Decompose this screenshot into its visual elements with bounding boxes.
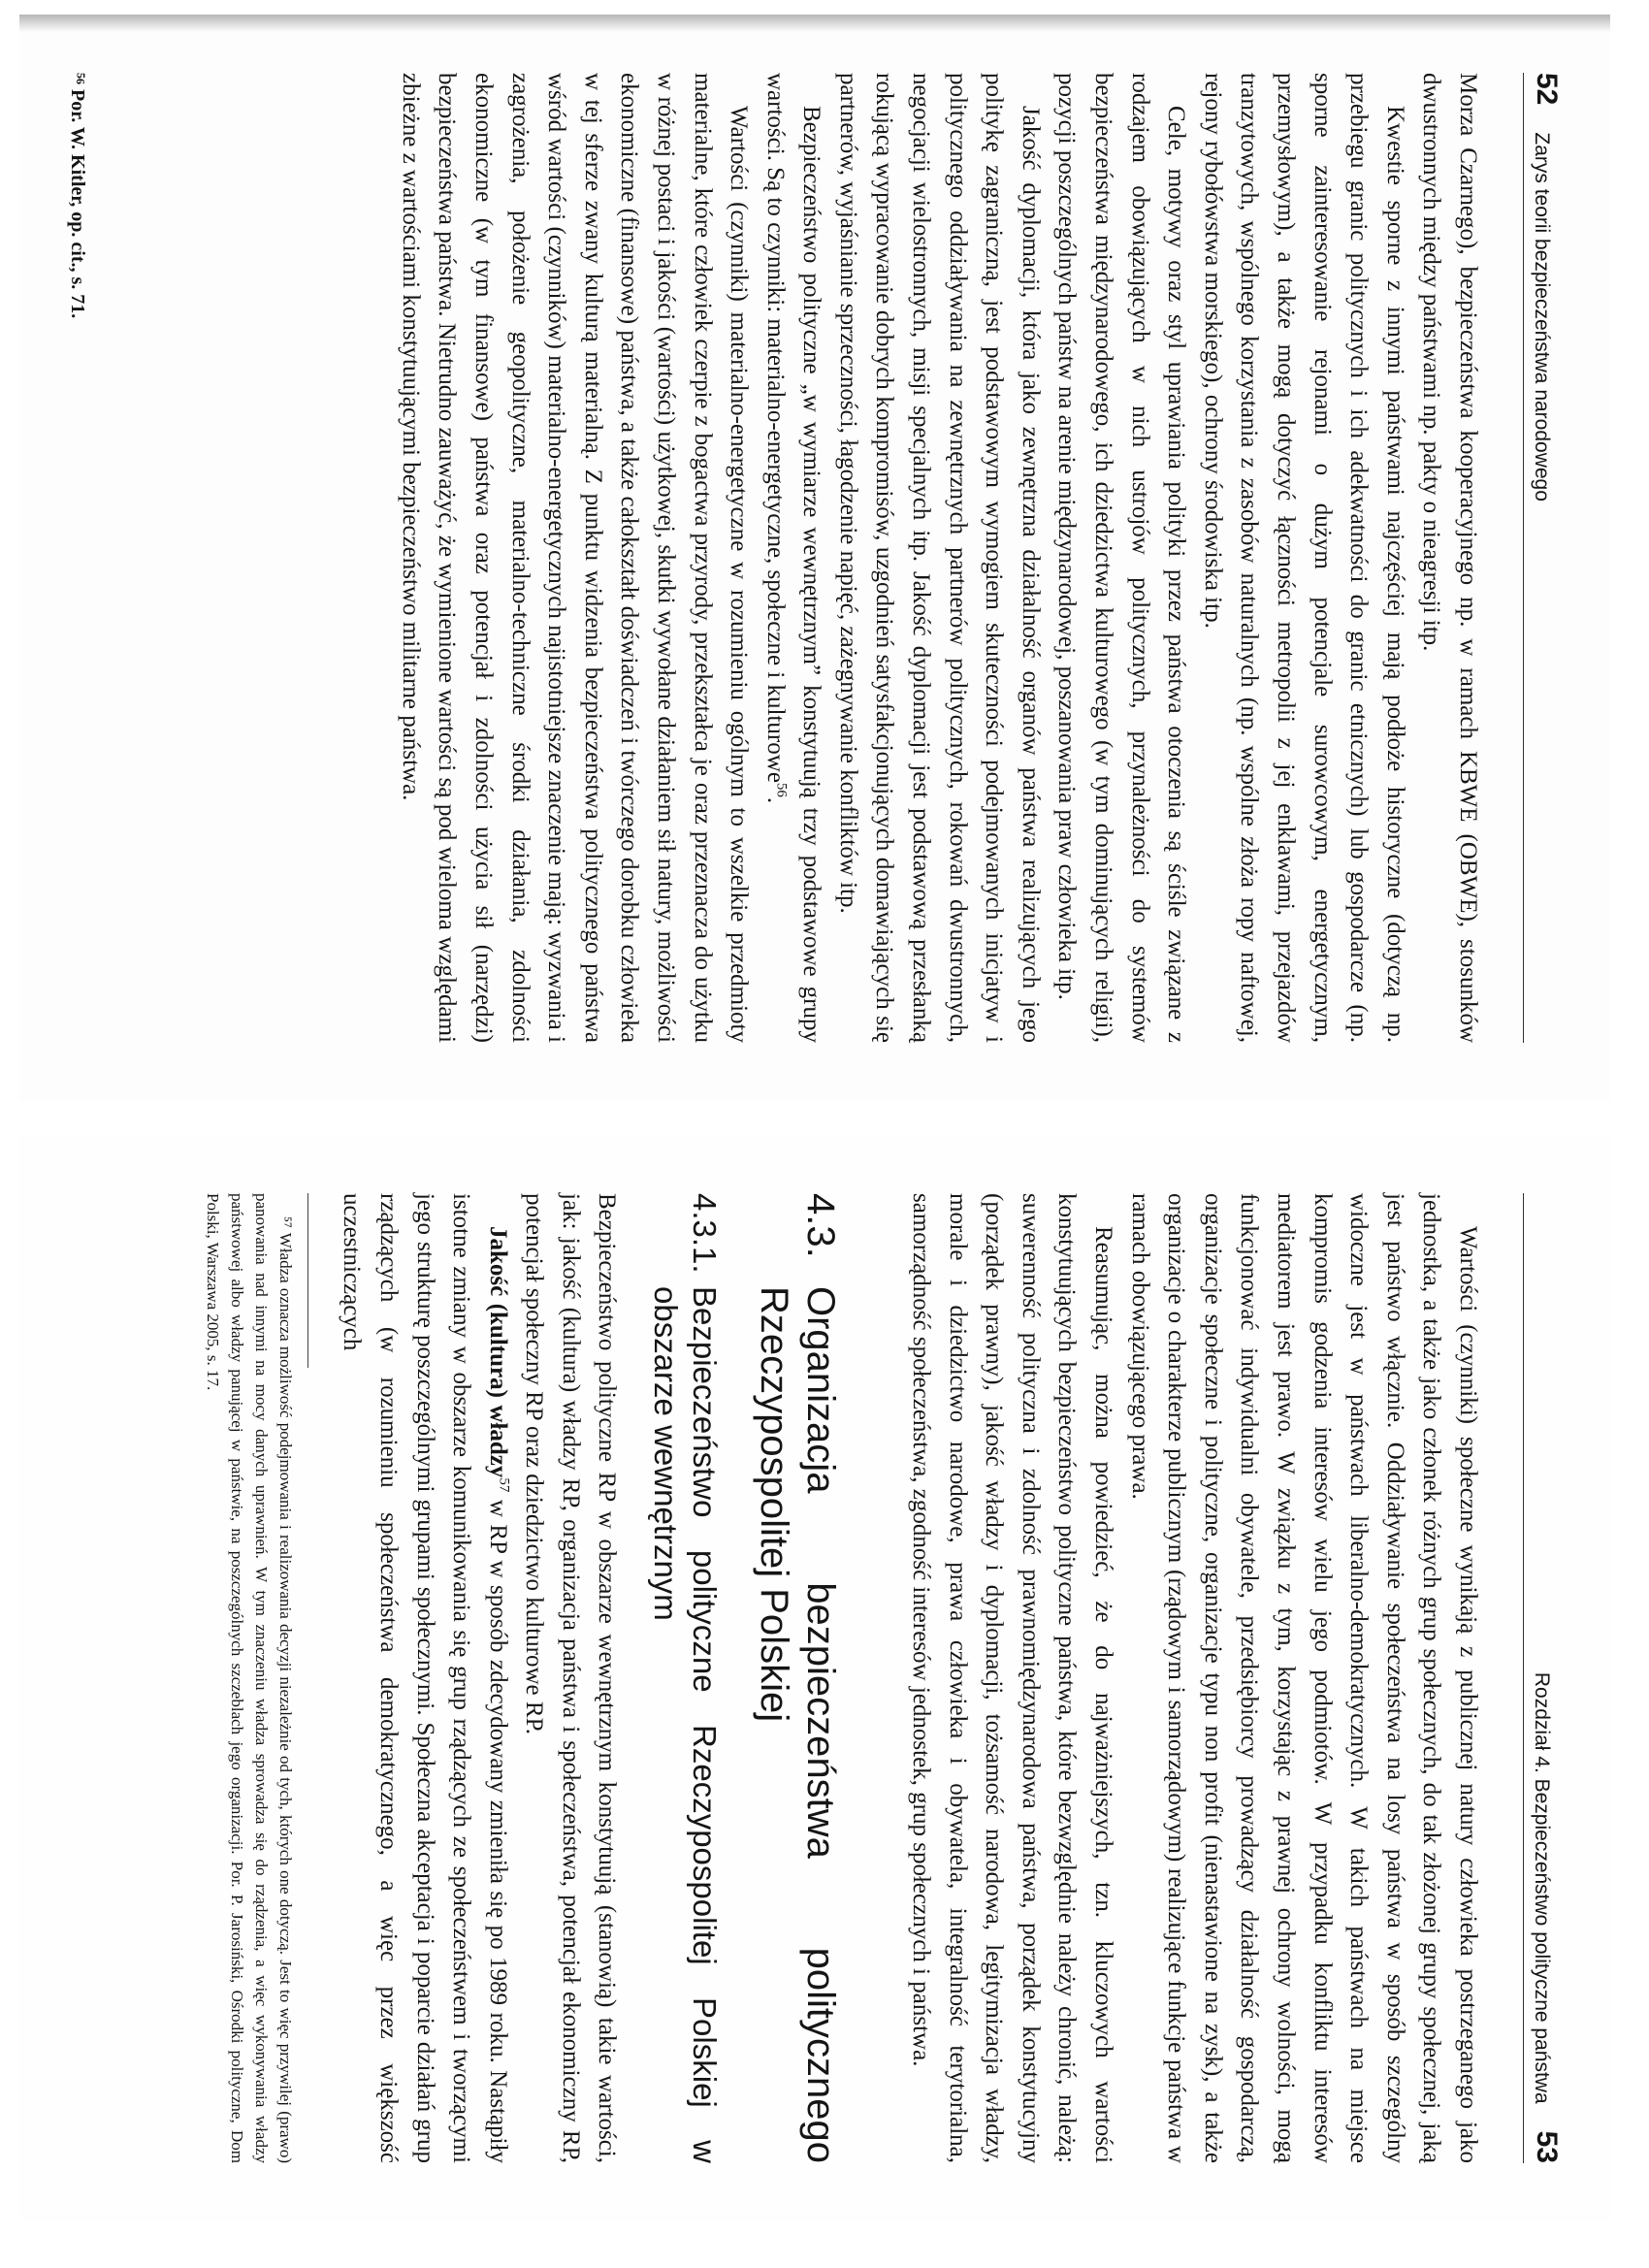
paragraph: Morza Czarnego), bezpieczeństwa kooperacyjnego np. w ramach KBWE (OBWE), stosunków dwustronnych między państwami np. pakty o nieagresji itp.	[1418, 73, 1481, 1043]
subsection-title: Bezpieczeństwo polityczne Rzeczypospolitej Polskiej w obszarze wewnętrznym	[648, 1286, 724, 2163]
running-title: Zarys teorii bezpieczeństwa narodowego	[1531, 132, 1553, 502]
paragraph	[334, 1193, 516, 2163]
bold-term: Jakość (kultura) władzy	[484, 1226, 511, 1478]
page-number: 52	[1531, 73, 1563, 106]
page-52	[19, 15, 1610, 1101]
paragraph-text: Bezpieczeństwo polityczne „w wymiarze wewnętrznym” konstytuują trzy podstawowe grupy wartości. Są to czynniki: materialno-energetyczne, społeczne i kulturowe	[761, 73, 825, 1043]
paragraph: Bezpieczeństwo polityczne RP w obszarze wewnętrznym konstytuują (stanowią) takie wartości, jak: jakość (kultura) władzy RP, organizacja państwa i społeczeństwa, potencjał ekonomiczny RP, potencjał społeczny RP oraz dziedzictwo kulturowe RP.	[521, 1193, 621, 2163]
running-header-right	[1523, 1193, 1571, 2163]
paragraph: Jakość dyplomacji, która jako zewnętrzna działalność organów państwa realizujących jego politykę zagraniczną, jest podstawowym wymogiem skuteczności podejmowanych inicjatyw i politycznego oddziaływania na zewnętrznych partnerów politycznych, rokowań dwustronnych, negocjacji wielostronnych, misji specjalnych itp. Jakość dyplomacji jest podstawową przesłanką rokującą wypracowanie dobrych kompromisów, uzgodnień satysfakcjonujących domawiających się partnerów, wyjaśnianie sprzeczności, łagodzenie napięć, zażegnywanie konfliktów itp.	[834, 73, 1044, 1043]
binding-shadow	[19, 15, 1610, 32]
footnote-divider	[307, 1193, 308, 1368]
running-title: Rozdział 4. Bezpieczeństwo polityczne państwa	[1531, 1671, 1553, 2104]
section-title: Organizacja bezpieczeństwa politycznego Rzeczypospolitej Polskiej	[753, 1286, 843, 2163]
subsection-number: 4.3.1.	[687, 1193, 724, 1274]
footnote: ⁵⁶ Por. W. Kitler, op. cit., s. 71.	[67, 73, 88, 319]
paragraph: Bezpieczeństwo polityczne „w wymiarze wewnętrznym” konstytuują trzy podstawowe grupy wartości. Są to czynniki: materialno-energetyczne, społeczne i kulturowe$^{56}$.	[761, 73, 825, 1043]
footnote-ref: 56	[773, 782, 790, 797]
paragraph: Wartości (czynniki) społeczne wynikają z publicznej natury człowieka postrzeganego jako jednostka, a także jako członek różnych grup społecznych, do tak złożonej grupy społecznej, jaką jest państwo włącznie. Oddziaływanie społeczeństwa na losy państwa w sposób szczególny widoczne jest w państwach liberalno-demokratycznych. W takich państwach na miejsce kompromis godzenia interesów wielu jego podmiotów. W przypadku konfliktu interesów mediatorem jest prawo. W związku z tym, korzystając z prawnej ochrony wolności, mogą funkcjonować indywidualni obywatele, przedsiębiorcy prowadzący działalność gospodarczą, organizacje społeczne i polityczne, organizacje typu non profit (nienastawione na zysk), a także organizacje o charakterze publicznym (rządowym i samorządowym) realizujące funkcje państwa w ramach obowiązującego prawa.	[1126, 1193, 1481, 2163]
paragraph: Kwestie sporne z innymi państwami najczęściej mają podłoże historyczne (dotyczą np. przebiegu granic politycznych i ich adekwatności do granic etnicznych) lub gospodarcze (np. sporne zainteresowanie rejonami o dużym potencjale surowcowym, energetycznym, przemysłowym), a także mogą dotyczyć łączności metropolii z jej enklawami, przejazdów tranzytowych, wspólnego korzystania z zasobów naturalnych (np. wspólne złoża ropy naftowej, rejony rybołówstwa morskiego), ochrony środowiska itp.	[1199, 73, 1408, 1043]
page-53-content	[58, 1193, 1571, 2163]
paragraph: Reasumując, można powiedzieć, że do najważniejszych, tzn. kluczowych wartości konstytuujących bezpieczeństwo polityczne państwa, które bezwzględnie należy chronić, należą: suwerenność polityczna i zdolność prawnomiędzynarodowa państwa, porządek konstytucyjny (porządek prawny), jakość władzy i dyplomacji, tożsamość narodowa, legitymizacja władzy, morale i dziedzictwo narodowe, prawa człowieka i obywatela, integralność terytorialna, samorządność społeczeństwa, zgodność interesów jednostek, grup społecznych i państwa.	[908, 1193, 1117, 2163]
subsection-heading	[647, 1193, 725, 2163]
paragraph: Cele, motywy oraz styl uprawiania polityki przez państwa otoczenia są ściśle związane z rodzajem obowiązujących w nich ustrojów politycznych, przynależności do systemów bezpieczeństwa międzynarodowego, ich dziedzictwa kulturowego (w tym dominujących religii), pozycji poszczególnych państw na arenie międzynarodowej, poszanowania praw człowieka itp.	[1053, 73, 1190, 1043]
footnote: ⁵⁷ Władza oznacza możliwość podejmowania i realizowania decyzji niezależnie od tych, których one dotyczą. Jest to więc przywilej (prawo) panowania nad innymi na mocy danych uprawnień. W tym znaczeniu władza sprowadza się do rządzenia, a więc wykonywania władzy państwowej albo władzy panującej w państwie, na poszczególnych szczeblach jego organizacji. Por. P. Jarosiński, Ośrodki polityczne, Dom Polski, Warszawa 2005, s. 17.	[203, 1193, 295, 2163]
running-header-left	[1523, 73, 1571, 1043]
page-number: 53	[1531, 2130, 1563, 2163]
page-52-content	[58, 73, 1571, 1043]
paragraph: Wartości (czynniki) materialno-energetyczne w rozumieniu ogólnym to wszelkie przedmioty materialne, które człowiek czerpie z bogactwa przyrody, przekształca je oraz przeznacza do użytku w różnej postaci i jakości (wartości) użytkowej, skutki wywołane działaniem sił natury, możliwości ekonomiczne (finansowe) państwa, a także całokształt doświadczeń i twórczego dorobku człowieka w tej sferze zwany kulturą materialną. Z punktu widzenia bezpieczeństwa politycznego państwa wśród wartości (czynników) materialno-energetycznych najistotniejsze znaczenie mają: wyzwania i zagrożenia, położenie geopolityczne, materialno-techniczne środki działania, zdolności ekonomiczne (w tym finansowe) państwa oraz potencjał i zdolności użycia sił (narzędzi) bezpieczeństwa państwa. Nietrudno zauważyć, że wymienione wartości są pod wieloma względami zbieżne z wartościami konstytuującymi bezpieczeństwo militarne państwa.	[397, 73, 753, 1043]
body-text-left	[392, 73, 1486, 1043]
section-number: 4.3.	[799, 1193, 843, 1258]
section-heading	[752, 1193, 845, 2163]
body-text-right	[201, 1193, 1486, 2163]
paragraph-text: w RP w sposób zdecydowany zmieniła się po 1989 roku. Nastąpiły istotne zmiany w obszarze komunikowania się grup rządzących ze społeczeństwem i tworzącymi jego strukturę poszczególnymi grupami społecznymi. Społeczna akceptacja i poparcie działań grup rządzących (w rozumieniu społeczeństwa demokratycznego, a więc przez większość uczestniczących	[339, 1193, 511, 2163]
page-53	[19, 1135, 1610, 2221]
footnote-ref: 57	[496, 1477, 512, 1493]
